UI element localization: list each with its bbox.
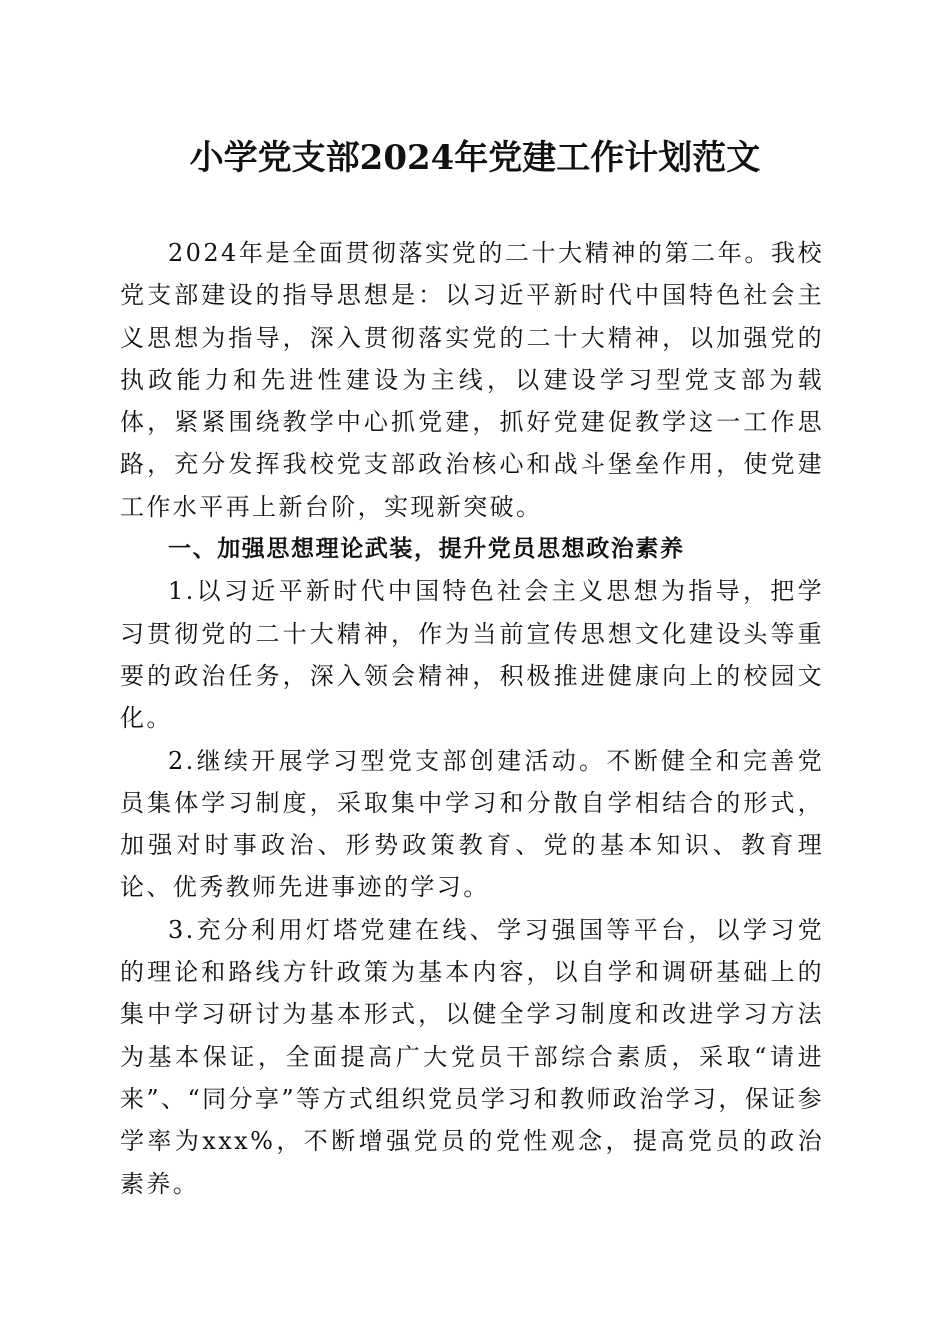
section-item-2: 2.继续开展学习型党支部创建活动。不断健全和完善党员集体学习制度，采取集中学习和分散自学相结合的形式，加强对时事政治、形势政策教育、党的基本知识、教育理论、优秀教师先进事迹的学习。: [120, 746, 824, 902]
document-body: [120, 232, 824, 1205]
intro-paragraph: 2024年是全面贯彻落实党的二十大精神的第二年。我校党支部建设的指导思想是：以习近平新时代中国特色社会主义思想为指导，深入贯彻落实党的二十大精神，以加强党的执政能力和先进性建设为主线，以建设学习型党支部为载体，紧紧围绕教学中心抓党建，抓好党建促教学这一工作思路，充分发挥我校党支部政治核心和战斗堡垒作用，使党建工作水平再上新台阶，实现新突破。: [120, 239, 824, 521]
section-heading-1: 一、加强思想理论武装，提升党员思想政治素养: [168, 536, 685, 563]
section-item-1: 1.以习近平新时代中国特色社会主义思想为指导，把学习贯彻党的二十大精神，作为当前宣传思想文化建设头等重要的政治任务，深入领会精神，积极推进健康向上的校园文化。: [120, 577, 824, 733]
section-item-3: 3.充分利用灯塔党建在线、学习强国等平台，以学习党的理论和路线方针政策为基本内容，以自学和调研基础上的集中学习研讨为基本形式，以健全学习制度和改进学习方法为基本保证，全面提高广大党员干部综合素质，采取“请进来”、“同分享”等方式组织党员学习和教师政治学习，保证参学率为xxx%，不断增强党员的党性观念，提高党员的政治素养。: [120, 915, 825, 1198]
document-title: 小学党支部2024年党建工作计划范文: [189, 138, 761, 178]
